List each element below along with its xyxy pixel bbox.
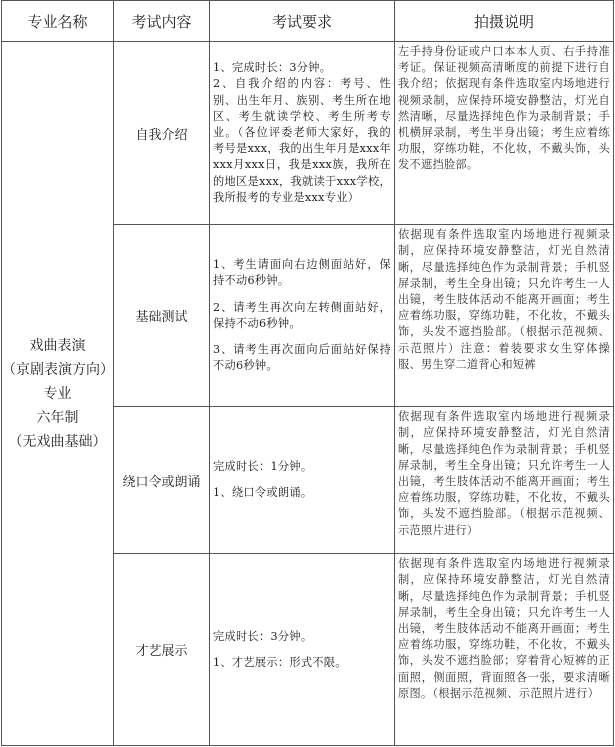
major-direction-line: （京剧表演方向）: [2, 361, 114, 378]
exam-requirements-table: [1, 0, 614, 746]
requirement-text: 完成时长：3分钟。: [213, 629, 313, 643]
requirement-text: 2、请考生再次向左转侧面站好，保持不动6秒钟。: [213, 300, 391, 330]
requirement-text: 1、考生请面向右边侧面站好，保持不动6秒钟。: [213, 258, 391, 288]
requirement-text: 1、才艺展示：形式不限。: [213, 655, 347, 669]
filming-instructions-cell: 左手持身份证或户口本本人页、右手持准考证。保证视频高清晰度的前提下进行自我介绍；依据现有条件选取室内场地进行视频录制，应保持环境安静整洁，灯光自然清晰，尽量选择纯色作为录制背景；手机横屏录制，考生半身出镜；考生应着练功服，穿练功鞋，不化妆，不戴头饰，头发不遮挡脸部。: [395, 42, 614, 225]
exam-requirements-cell: [210, 554, 395, 746]
requirement-text: 1、绕口令或朗诵。: [213, 486, 313, 500]
major-duration-line: 六年制: [36, 409, 79, 426]
major-name-line: 戏曲表演: [29, 337, 86, 354]
exam-content-cell: 自我介绍: [114, 42, 210, 225]
major-prerequisite-line: （无戏曲基础）: [8, 433, 107, 450]
exam-content-cell: 基础测试: [114, 225, 210, 407]
exam-requirements-cell: [210, 407, 395, 554]
table-row: [2, 42, 614, 225]
header-major-name: 专业名称: [2, 1, 114, 42]
requirement-text: 1、完成时长：3分钟。 2、自我介绍的内容：考号、性别、出生年月、族别、考生所在地区、考生就读学校、考生所考专业。（各位评委老师大家好，我的考号是xxx，我的出生年月是xxx年xxx月xxx日，我是xxx族，我所在的地区是xxx，我就读于xxx学校，我所报考的专业是xxx专业）: [213, 61, 391, 204]
exam-requirements-cell: [210, 225, 395, 407]
filming-instructions-cell: 依据现有条件选取室内场地进行视频录制，应保持环境安静整洁，灯光自然清晰，尽量选择纯色作为录制背景；手机竖屏录制，考生全身出镜；只允许考生一人出镜，考生肢体活动不能离开画面；考生应着练功服，穿练功鞋，不化妆，不戴头饰，头发不遮挡脸部。（根据示范视频、示范照片）注意：着装要求女生穿体操服、男生穿二道背心和短裤: [395, 225, 614, 407]
exam-content-cell: 绕口令或朗诵: [114, 407, 210, 554]
exam-requirements-cell: [210, 42, 395, 225]
header-exam-requirements: 考试要求: [210, 1, 395, 42]
header-exam-content: 考试内容: [114, 1, 210, 42]
filming-instructions-cell: 依据现有条件选取室内场地进行视频录制，应保持环境安静整洁，灯光自然清晰，尽量选择纯色作为录制背景；手机竖屏录制，考生全身出镜；只允许考生一人出镜，考生肢体活动不能离开画面；考生应着练功服，穿练功鞋，不化妆，不戴头饰，头发不遮挡脸部；穿着背心短裤的正面照，侧面照，背面照各一张，要求清晰原图。（根据示范视频、示范照片进行）: [395, 554, 614, 746]
major-name-cell: [2, 42, 114, 746]
filming-instructions-cell: 依据现有条件选取室内场地进行视频录制，应保持环境安静整洁，灯光自然清晰，尽量选择纯色作为录制背景；手机竖屏录制，考生全身出镜；只允许考生一人出镜，考生肢体活动不能离开画面；考生应着练功服，穿练功鞋，不化妆，不戴头饰，头发不遮挡脸部。（根据示范视频、示范照片进行）: [395, 407, 614, 554]
exam-content-cell: 才艺展示: [114, 554, 210, 746]
table-header-row: [2, 1, 614, 42]
requirement-text: 完成时长：1分钟。: [213, 460, 313, 474]
header-filming-instructions: 拍摄说明: [395, 1, 614, 42]
requirement-text: 3、请考生再次面向后面站好保持不动6秒钟。: [213, 342, 391, 373]
major-type-line: 专业: [43, 385, 72, 402]
